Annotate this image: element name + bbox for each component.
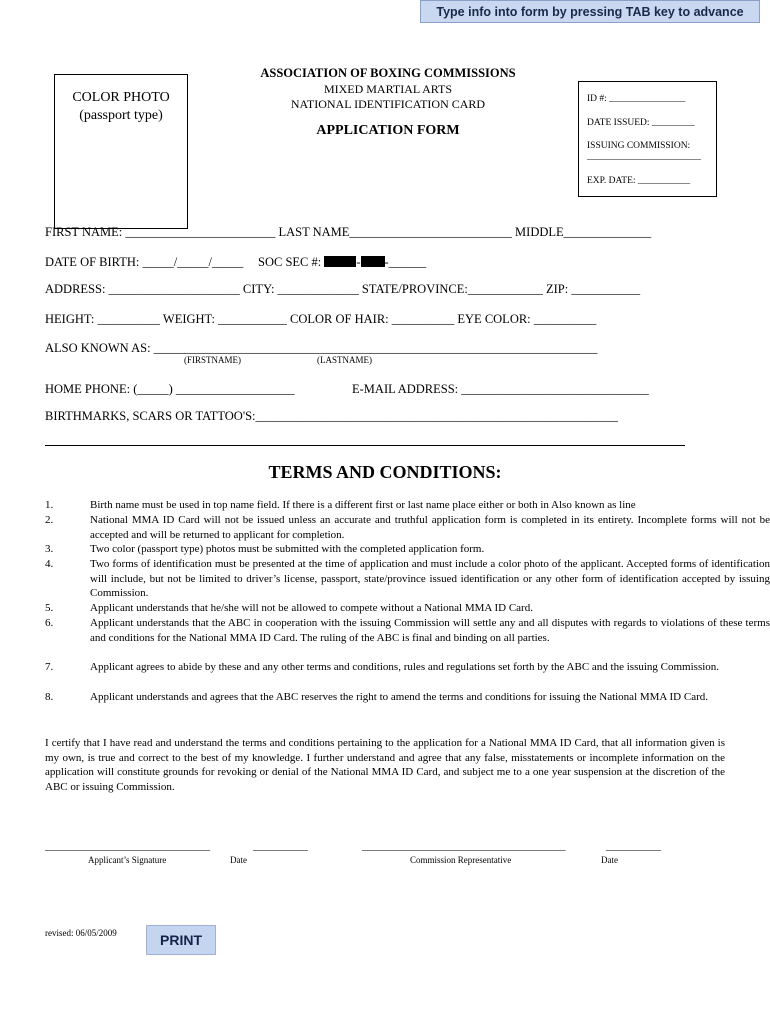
section-divider [45, 445, 685, 446]
tab-instruction-banner: Type info into form by pressing TAB key to advance [420, 0, 760, 23]
photo-box-title: COLOR PHOTO [72, 90, 170, 105]
applicant-signature-label: Applicant’s Signature [88, 855, 167, 865]
print-button[interactable]: PRINT [146, 925, 216, 955]
issuing-commission-field[interactable]: ________________________ [587, 152, 701, 162]
photo-box-subtitle: (passport type) [79, 108, 163, 123]
name-row[interactable]: FIRST NAME: ________________________ LAST NAME__________________________ MIDDLE______________ [45, 225, 652, 239]
home-phone-field[interactable]: HOME PHONE: (_____) ___________________ [45, 382, 295, 396]
physical-description-row[interactable]: HEIGHT: __________ WEIGHT: ___________ COLOR OF HAIR: __________ EYE COLOR: __________ [45, 312, 597, 326]
ssn-redaction-1 [324, 256, 356, 267]
terms-title: TERMS AND CONDITIONS: [268, 462, 502, 482]
exp-date-field[interactable]: EXP. DATE: ___________ [587, 176, 691, 186]
header-line-2: NATIONAL IDENTIFICATION CARD [290, 97, 486, 111]
representative-signature-line[interactable]: _____________________________________ [362, 840, 566, 852]
issuing-commission-label: ISSUING COMMISSION: [587, 141, 691, 151]
birthmarks-field[interactable]: BIRTHMARKS, SCARS OR TATTOO'S:__________________________________________________________ [45, 409, 619, 423]
applicant-date-label: Date [230, 855, 247, 865]
revision-date: revised: 06/05/2009 [45, 928, 117, 938]
organization-title: ASSOCIATION OF BOXING COMMISSIONS [260, 66, 516, 80]
ssn-redaction-2 [361, 256, 385, 267]
ssn-label: SOC SEC #: [258, 255, 325, 269]
id-number-field[interactable]: ID #: ________________ [587, 94, 686, 104]
address-row[interactable]: ADDRESS: _____________________ CITY: _____________ STATE/PROVINCE:____________ ZIP: ___________ [45, 282, 641, 296]
representative-date-line[interactable]: __________ [606, 840, 661, 852]
applicant-date-line[interactable]: __________ [253, 840, 308, 852]
applicant-signature-line[interactable]: ______________________________ [45, 840, 210, 852]
also-known-as-field[interactable]: ALSO KNOWN AS: _______________________________________________________________________ [45, 341, 598, 355]
header-line-1: MIXED MARTIAL ARTS [323, 82, 453, 96]
ssn-tail: -______ [384, 255, 427, 269]
date-issued-field[interactable]: DATE ISSUED: _________ [587, 118, 695, 128]
email-field[interactable]: E-MAIL ADDRESS: ______________________________ [352, 382, 649, 396]
certification-statement: I certify that I have read and understand the terms and conditions pertaining to the application for a National MMA ID Card, that all information given is my own, is true and correct to the best of my knowledge. I further understand and agree that any false, misstatements or incomplete information on the application will constitute grounds for revoking or denial of the National MMA ID Card, and subject me to a one year suspension at the discretion of the ABC or issuing Commission. [45, 737, 725, 794]
aka-lastname-label: (LASTNAME) [317, 355, 372, 365]
representative-date-label: Date [601, 855, 618, 865]
aka-firstname-label: (FIRSTNAME) [184, 355, 242, 365]
page-title: APPLICATION FORM [316, 123, 460, 138]
date-of-birth-field[interactable]: DATE OF BIRTH: _____/_____/_____ [45, 255, 244, 269]
ssn-field[interactable] [258, 255, 426, 270]
representative-label: Commission Representative [410, 855, 512, 865]
ssn-separator: - [356, 255, 361, 269]
